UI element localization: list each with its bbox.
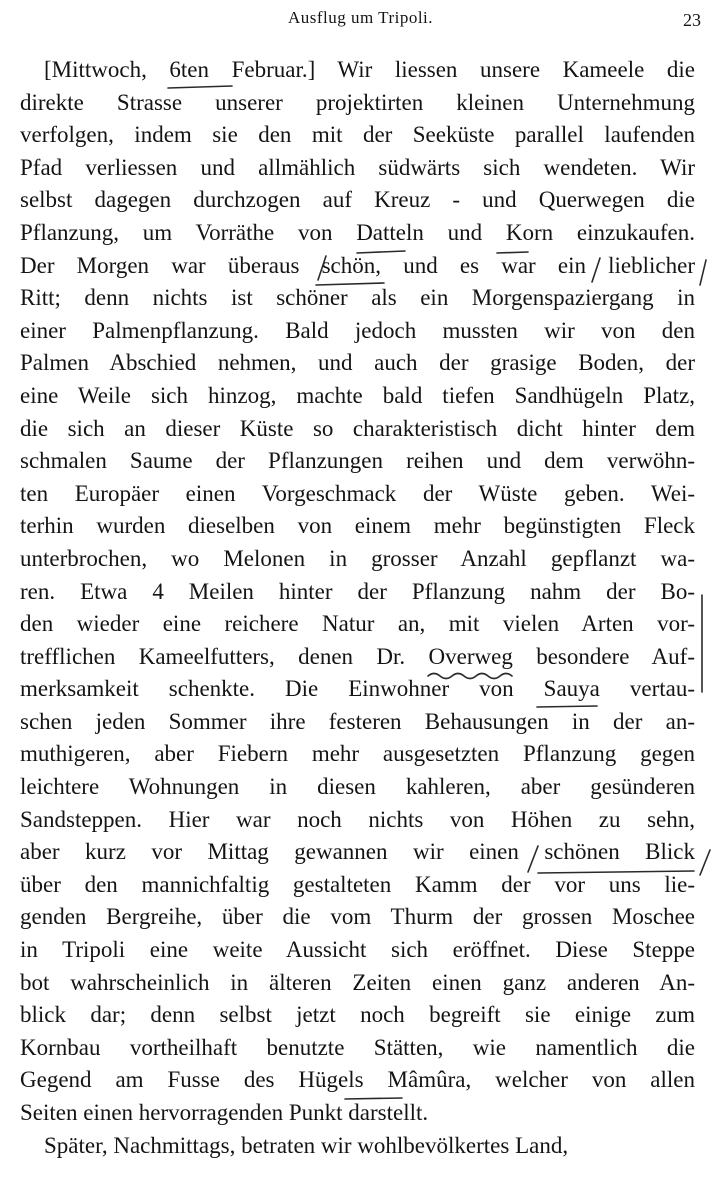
text-line: Palmen Abschied nehmen, und auch der grasige Boden, der (20, 350, 695, 376)
text-line: leichtere Wohnungen in diesen kahleren, aber gesünderen (20, 774, 695, 800)
text-line: Pfad verliessen und allmählich südwärts sich wendeten. Wir (20, 154, 695, 180)
text-line: unterbrochen, wo Melonen in grosser Anzahl gepflanzt wa- (20, 545, 695, 571)
text-line: eine Weile sich hinzog, machte bald tiefen Sandhügeln Platz, (20, 382, 695, 408)
text-line: bot wahrscheinlich in älteren Zeiten einen ganz anderen An- (20, 969, 695, 995)
text-line: Gegend am Fusse des Hügels Mâmûra, welcher von allen (20, 1067, 695, 1093)
text-line: Kornbau vortheilhaft benutzte Stätten, wie namentlich die (20, 1034, 695, 1060)
text-line: Sandsteppen. Hier war noch nichts von Höhen zu sehn, (20, 806, 695, 832)
slash-mark (700, 260, 706, 285)
text-line: in Tripoli eine weite Aussicht sich eröffnet. Diese Steppe (20, 937, 695, 963)
text-line: direkte Strasse unserer projektirten kleinen Unternehmung (20, 89, 695, 115)
text-line: verfolgen, indem sie den mit der Seeküste parallel laufenden (20, 122, 695, 148)
text-line: [Mittwoch, 6ten Februar.] Wir liessen unsere Kameele die (44, 57, 695, 82)
text-line: muthigeren, aber Fiebern mehr ausgesetzten Pflanzung gegen (20, 741, 695, 767)
page-number: 23 (683, 10, 701, 30)
text-line: Ritt; denn nichts ist schöner als ein Morgenspaziergang in (20, 285, 695, 311)
text-line: Der Morgen war überaus schön, und es war ein lieblicher (20, 252, 695, 278)
body-text (20, 54, 695, 1162)
text-line: die sich an dieser Küste so charakteristisch dicht hinter dem (20, 415, 695, 441)
text-line: Pflanzung, um Vorräthe von Datteln und Korn einzukaufen. (20, 219, 695, 245)
text-line: trefflichen Kameelfutters, denen Dr. Overweg besondere Auf- (20, 643, 695, 669)
running-head (20, 8, 701, 34)
text-line: genden Bergreihe, über die vom Thurm der grossen Moschee (20, 904, 695, 930)
text-line: schen jeden Sommer ihre festeren Behausungen in der an- (20, 708, 695, 734)
text-line: den wieder eine reichere Natur an, mit vielen Arten vor- (20, 611, 695, 637)
text-line: ren. Etwa 4 Meilen hinter der Pflanzung nahm der Bo- (20, 578, 695, 604)
text-line: terhin wurden dieselben von einem mehr begünstigten Fleck (20, 513, 695, 539)
text-line: aber kurz vor Mittag gewannen wir einen schönen Blick (20, 839, 695, 865)
text-line: einer Palmenpflanzung. Bald jedoch mussten wir von den (20, 317, 695, 343)
running-title: Ausflug um Tripoli. (287, 8, 434, 27)
text-line: selbst dagegen durchzogen auf Kreuz - und Querwegen die (20, 187, 695, 213)
text-line: merksamkeit schenkte. Die Einwohner von Sauya vertau- (20, 676, 695, 702)
text-line: Seiten einen hervorragenden Punkt darstellt. (20, 1100, 429, 1125)
text-line: Später, Nachmittags, betraten wir wohlbevölkertes Land, (44, 1132, 569, 1158)
text-line: über den mannichfaltig gestalteten Kamm der vor uns lie- (20, 871, 695, 897)
text-line: blick dar; denn selbst jetzt noch begreift sie einige zum (20, 1002, 695, 1028)
text-line: ten Europäer einen Vorgeschmack der Wüste geben. Wei- (20, 480, 695, 506)
slash-mark (700, 850, 710, 875)
text-line: schmalen Saume der Pflanzungen reihen und dem verwöhn- (20, 448, 695, 474)
